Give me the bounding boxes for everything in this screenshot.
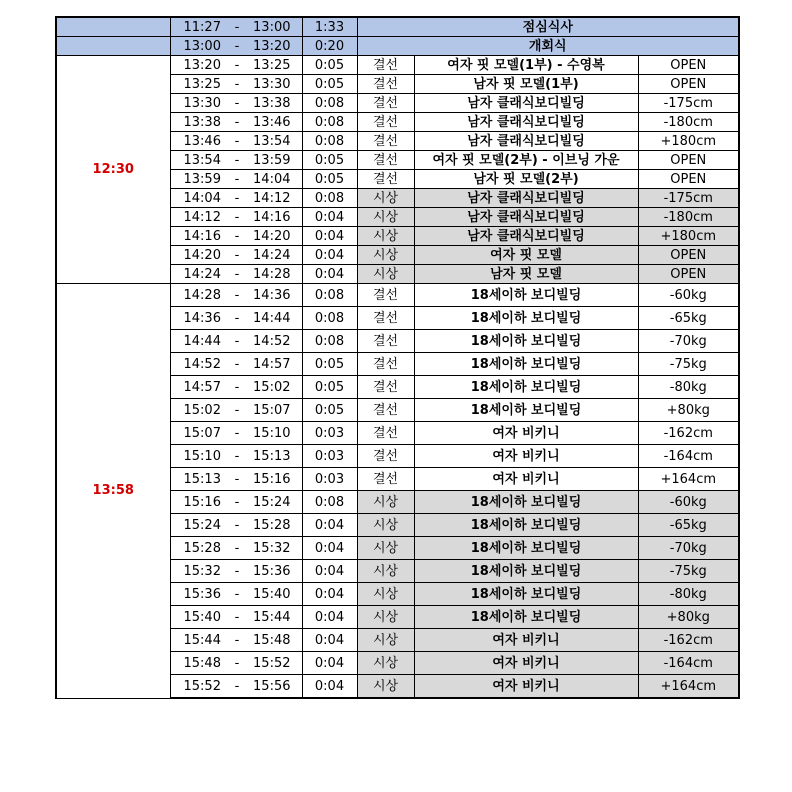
header-row <box>56 37 739 56</box>
time-range-cell <box>170 560 302 583</box>
time-range-cell <box>170 652 302 675</box>
start-time: 13:20 <box>183 57 221 73</box>
event-name-cell: 남자 클래식보디빌딩 <box>414 132 638 151</box>
class-cell: -65kg <box>638 307 739 330</box>
time-range-cell <box>170 376 302 399</box>
time-separator: - <box>234 209 240 225</box>
time-separator: - <box>234 655 240 671</box>
class-cell: -180cm <box>638 113 739 132</box>
group-start-time: 12:30 <box>56 56 170 284</box>
start-time: 15:13 <box>183 471 221 487</box>
time-range-cell <box>170 422 302 445</box>
start-time: 15:40 <box>183 609 221 625</box>
start-time: 13:59 <box>183 171 221 187</box>
event-name-cell: 남자 클래식보디빌딩 <box>414 189 638 208</box>
start-time: 13:00 <box>183 38 221 54</box>
event-name-cell: 18세이하 보디빌딩 <box>414 353 638 376</box>
session-title: 개회식 <box>357 37 739 56</box>
start-time: 11:27 <box>183 19 221 35</box>
event-name-cell: 남자 클래식보디빌딩 <box>414 113 638 132</box>
time-separator: - <box>234 333 240 349</box>
time-separator: - <box>234 114 240 130</box>
class-cell: -60kg <box>638 284 739 307</box>
duration-cell: 0:04 <box>302 652 357 675</box>
event-name-cell: 여자 비키니 <box>414 468 638 491</box>
time-range-cell <box>170 170 302 189</box>
end-time: 14:44 <box>253 310 291 326</box>
duration-cell: 0:05 <box>302 353 357 376</box>
time-range-cell <box>170 583 302 606</box>
class-cell: -164cm <box>638 652 739 675</box>
class-cell: OPEN <box>638 246 739 265</box>
round-type-cell: 시상 <box>357 537 414 560</box>
start-time: 14:36 <box>183 310 221 326</box>
event-name-cell: 18세이하 보디빌딩 <box>414 491 638 514</box>
event-name-cell: 18세이하 보디빌딩 <box>414 284 638 307</box>
class-cell: OPEN <box>638 170 739 189</box>
time-separator: - <box>234 228 240 244</box>
end-time: 13:59 <box>253 152 291 168</box>
end-time: 15:36 <box>253 563 291 579</box>
time-separator: - <box>234 609 240 625</box>
duration-cell: 0:04 <box>302 675 357 699</box>
duration-cell: 0:20 <box>302 37 357 56</box>
end-time: 14:04 <box>253 171 291 187</box>
end-time: 15:48 <box>253 632 291 648</box>
round-type-cell: 시상 <box>357 514 414 537</box>
table-row <box>56 56 739 75</box>
event-name-cell: 18세이하 보디빌딩 <box>414 330 638 353</box>
duration-cell: 0:08 <box>302 307 357 330</box>
time-range-cell <box>170 399 302 422</box>
round-type-cell: 결선 <box>357 307 414 330</box>
start-time: 15:28 <box>183 540 221 556</box>
duration-cell: 0:04 <box>302 606 357 629</box>
time-range-cell <box>170 37 302 56</box>
event-name-cell: 여자 비키니 <box>414 629 638 652</box>
round-type-cell: 결선 <box>357 399 414 422</box>
class-cell: -175cm <box>638 94 739 113</box>
end-time: 15:02 <box>253 379 291 395</box>
duration-cell: 0:03 <box>302 445 357 468</box>
class-cell: OPEN <box>638 265 739 284</box>
time-range-cell <box>170 675 302 699</box>
event-name-cell: 남자 클래식보디빌딩 <box>414 227 638 246</box>
time-range-cell <box>170 189 302 208</box>
end-time: 15:52 <box>253 655 291 671</box>
time-range-cell <box>170 284 302 307</box>
start-time: 14:20 <box>183 247 221 263</box>
end-time: 14:16 <box>253 209 291 225</box>
start-time: 13:30 <box>183 95 221 111</box>
duration-cell: 0:08 <box>302 94 357 113</box>
time-range-cell <box>170 56 302 75</box>
event-name-cell: 18세이하 보디빌딩 <box>414 583 638 606</box>
event-name-cell: 여자 비키니 <box>414 652 638 675</box>
round-type-cell: 시상 <box>357 606 414 629</box>
duration-cell: 0:04 <box>302 537 357 560</box>
duration-cell: 0:05 <box>302 151 357 170</box>
start-time: 14:57 <box>183 379 221 395</box>
end-time: 14:12 <box>253 190 291 206</box>
start-time: 15:07 <box>183 425 221 441</box>
duration-cell: 0:04 <box>302 514 357 537</box>
class-cell: -80kg <box>638 376 739 399</box>
start-time: 15:10 <box>183 448 221 464</box>
end-time: 15:16 <box>253 471 291 487</box>
end-time: 14:28 <box>253 266 291 282</box>
duration-cell: 0:04 <box>302 583 357 606</box>
end-time: 14:24 <box>253 247 291 263</box>
round-type-cell: 시상 <box>357 227 414 246</box>
end-time: 15:28 <box>253 517 291 533</box>
time-range-cell <box>170 629 302 652</box>
class-cell: +180cm <box>638 227 739 246</box>
duration-cell: 0:08 <box>302 330 357 353</box>
class-cell: +80kg <box>638 606 739 629</box>
start-time: 15:44 <box>183 632 221 648</box>
event-name-cell: 남자 클래식보디빌딩 <box>414 208 638 227</box>
time-separator: - <box>234 425 240 441</box>
duration-cell: 0:05 <box>302 56 357 75</box>
round-type-cell: 결선 <box>357 422 414 445</box>
event-name-cell: 18세이하 보디빌딩 <box>414 307 638 330</box>
time-separator: - <box>234 448 240 464</box>
time-range-cell <box>170 445 302 468</box>
class-cell: -80kg <box>638 583 739 606</box>
class-cell: -164cm <box>638 445 739 468</box>
round-type-cell: 시상 <box>357 265 414 284</box>
event-name-cell: 남자 핏 모델(1부) <box>414 75 638 94</box>
round-type-cell: 결선 <box>357 170 414 189</box>
time-range-cell <box>170 330 302 353</box>
time-separator: - <box>234 517 240 533</box>
end-time: 15:40 <box>253 586 291 602</box>
class-cell: -162cm <box>638 422 739 445</box>
round-type-cell: 결선 <box>357 151 414 170</box>
class-cell: -65kg <box>638 514 739 537</box>
time-separator: - <box>234 190 240 206</box>
start-time: 14:24 <box>183 266 221 282</box>
time-separator: - <box>234 152 240 168</box>
round-type-cell: 결선 <box>357 113 414 132</box>
time-separator: - <box>234 247 240 263</box>
round-type-cell: 시상 <box>357 629 414 652</box>
duration-cell: 0:05 <box>302 75 357 94</box>
class-cell: -180cm <box>638 208 739 227</box>
event-name-cell: 여자 핏 모델 <box>414 246 638 265</box>
time-range-cell <box>170 132 302 151</box>
event-name-cell: 여자 핏 모델(1부) - 수영복 <box>414 56 638 75</box>
end-time: 13:30 <box>253 76 291 92</box>
round-type-cell: 결선 <box>357 330 414 353</box>
start-time: 13:38 <box>183 114 221 130</box>
end-time: 14:57 <box>253 356 291 372</box>
class-cell: -75kg <box>638 353 739 376</box>
table-row <box>56 284 739 307</box>
duration-cell: 0:04 <box>302 227 357 246</box>
end-time: 15:24 <box>253 494 291 510</box>
end-time: 13:00 <box>253 19 291 35</box>
duration-cell: 0:08 <box>302 491 357 514</box>
start-time: 14:16 <box>183 228 221 244</box>
round-type-cell: 시상 <box>357 652 414 675</box>
event-name-cell: 18세이하 보디빌딩 <box>414 606 638 629</box>
end-time: 15:32 <box>253 540 291 556</box>
end-time: 14:36 <box>253 287 291 303</box>
time-range-cell <box>170 151 302 170</box>
time-range-cell <box>170 94 302 113</box>
start-time: 15:48 <box>183 655 221 671</box>
end-time: 15:10 <box>253 425 291 441</box>
start-time: 15:24 <box>183 517 221 533</box>
header-row <box>56 17 739 37</box>
time-separator: - <box>234 678 240 694</box>
end-time: 13:54 <box>253 133 291 149</box>
event-name-cell: 18세이하 보디빌딩 <box>414 399 638 422</box>
event-name-cell: 18세이하 보디빌딩 <box>414 376 638 399</box>
start-time: 15:36 <box>183 586 221 602</box>
duration-cell: 0:04 <box>302 560 357 583</box>
time-separator: - <box>234 540 240 556</box>
class-cell: OPEN <box>638 56 739 75</box>
duration-cell: 0:08 <box>302 113 357 132</box>
event-name-cell: 여자 비키니 <box>414 445 638 468</box>
time-separator: - <box>234 632 240 648</box>
end-time: 13:46 <box>253 114 291 130</box>
schedule-table <box>55 16 740 699</box>
round-type-cell: 결선 <box>357 353 414 376</box>
round-type-cell: 시상 <box>357 208 414 227</box>
class-cell: -70kg <box>638 330 739 353</box>
time-range-cell <box>170 537 302 560</box>
event-name-cell: 여자 비키니 <box>414 675 638 699</box>
end-time: 14:52 <box>253 333 291 349</box>
event-name-cell: 여자 비키니 <box>414 422 638 445</box>
event-name-cell: 여자 핏 모델(2부) - 이브닝 가운 <box>414 151 638 170</box>
time-separator: - <box>234 19 240 35</box>
duration-cell: 1:33 <box>302 17 357 37</box>
round-type-cell: 결선 <box>357 468 414 491</box>
time-separator: - <box>234 494 240 510</box>
start-time: 13:25 <box>183 76 221 92</box>
class-cell: +80kg <box>638 399 739 422</box>
round-type-cell: 시상 <box>357 189 414 208</box>
time-range-cell <box>170 75 302 94</box>
round-type-cell: 결선 <box>357 94 414 113</box>
time-range-cell <box>170 468 302 491</box>
time-separator: - <box>234 38 240 54</box>
class-cell: +180cm <box>638 132 739 151</box>
round-type-cell: 시상 <box>357 583 414 606</box>
duration-cell: 0:08 <box>302 189 357 208</box>
round-type-cell: 결선 <box>357 376 414 399</box>
time-range-cell <box>170 307 302 330</box>
start-time: 15:16 <box>183 494 221 510</box>
end-time: 15:56 <box>253 678 291 694</box>
time-separator: - <box>234 133 240 149</box>
duration-cell: 0:04 <box>302 246 357 265</box>
end-time: 15:44 <box>253 609 291 625</box>
event-name-cell: 남자 클래식보디빌딩 <box>414 94 638 113</box>
event-name-cell: 남자 핏 모델 <box>414 265 638 284</box>
time-separator: - <box>234 563 240 579</box>
end-time: 13:20 <box>253 38 291 54</box>
start-time: 13:46 <box>183 133 221 149</box>
duration-cell: 0:05 <box>302 170 357 189</box>
duration-cell: 0:08 <box>302 132 357 151</box>
end-time: 14:20 <box>253 228 291 244</box>
round-type-cell: 결선 <box>357 284 414 307</box>
start-time: 14:44 <box>183 333 221 349</box>
start-time: 14:52 <box>183 356 221 372</box>
time-separator: - <box>234 402 240 418</box>
round-type-cell: 결선 <box>357 132 414 151</box>
time-separator: - <box>234 266 240 282</box>
event-name-cell: 18세이하 보디빌딩 <box>414 560 638 583</box>
time-separator: - <box>234 471 240 487</box>
start-time: 14:12 <box>183 209 221 225</box>
time-range-cell <box>170 246 302 265</box>
start-time: 13:54 <box>183 152 221 168</box>
duration-cell: 0:08 <box>302 284 357 307</box>
class-cell: +164cm <box>638 675 739 699</box>
time-range-cell <box>170 606 302 629</box>
start-time: 15:02 <box>183 402 221 418</box>
class-cell: OPEN <box>638 151 739 170</box>
blank-cell <box>56 17 170 37</box>
start-time: 15:32 <box>183 563 221 579</box>
round-type-cell: 결선 <box>357 75 414 94</box>
time-separator: - <box>234 287 240 303</box>
round-type-cell: 결선 <box>357 56 414 75</box>
duration-cell: 0:05 <box>302 399 357 422</box>
round-type-cell: 시상 <box>357 246 414 265</box>
time-range-cell <box>170 17 302 37</box>
round-type-cell: 시상 <box>357 675 414 699</box>
start-time: 15:52 <box>183 678 221 694</box>
time-range-cell <box>170 113 302 132</box>
class-cell: OPEN <box>638 75 739 94</box>
group-start-time: 13:58 <box>56 284 170 699</box>
time-separator: - <box>234 95 240 111</box>
session-title: 점심식사 <box>357 17 739 37</box>
start-time: 14:28 <box>183 287 221 303</box>
duration-cell: 0:03 <box>302 422 357 445</box>
duration-cell: 0:04 <box>302 208 357 227</box>
event-name-cell: 남자 핏 모델(2부) <box>414 170 638 189</box>
event-name-cell: 18세이하 보디빌딩 <box>414 537 638 560</box>
time-separator: - <box>234 76 240 92</box>
duration-cell: 0:04 <box>302 265 357 284</box>
end-time: 15:13 <box>253 448 291 464</box>
duration-cell: 0:03 <box>302 468 357 491</box>
time-range-cell <box>170 227 302 246</box>
class-cell: -75kg <box>638 560 739 583</box>
end-time: 13:25 <box>253 57 291 73</box>
time-separator: - <box>234 310 240 326</box>
blank-cell <box>56 37 170 56</box>
time-separator: - <box>234 57 240 73</box>
round-type-cell: 시상 <box>357 491 414 514</box>
time-range-cell <box>170 265 302 284</box>
class-cell: -162cm <box>638 629 739 652</box>
start-time: 14:04 <box>183 190 221 206</box>
time-separator: - <box>234 586 240 602</box>
class-cell: -60kg <box>638 491 739 514</box>
class-cell: -175cm <box>638 189 739 208</box>
round-type-cell: 결선 <box>357 445 414 468</box>
duration-cell: 0:04 <box>302 629 357 652</box>
event-name-cell: 18세이하 보디빌딩 <box>414 514 638 537</box>
time-range-cell <box>170 353 302 376</box>
round-type-cell: 시상 <box>357 560 414 583</box>
time-separator: - <box>234 356 240 372</box>
time-range-cell <box>170 514 302 537</box>
time-range-cell <box>170 491 302 514</box>
time-range-cell <box>170 208 302 227</box>
duration-cell: 0:05 <box>302 376 357 399</box>
time-separator: - <box>234 379 240 395</box>
class-cell: -70kg <box>638 537 739 560</box>
time-separator: - <box>234 171 240 187</box>
class-cell: +164cm <box>638 468 739 491</box>
end-time: 13:38 <box>253 95 291 111</box>
end-time: 15:07 <box>253 402 291 418</box>
